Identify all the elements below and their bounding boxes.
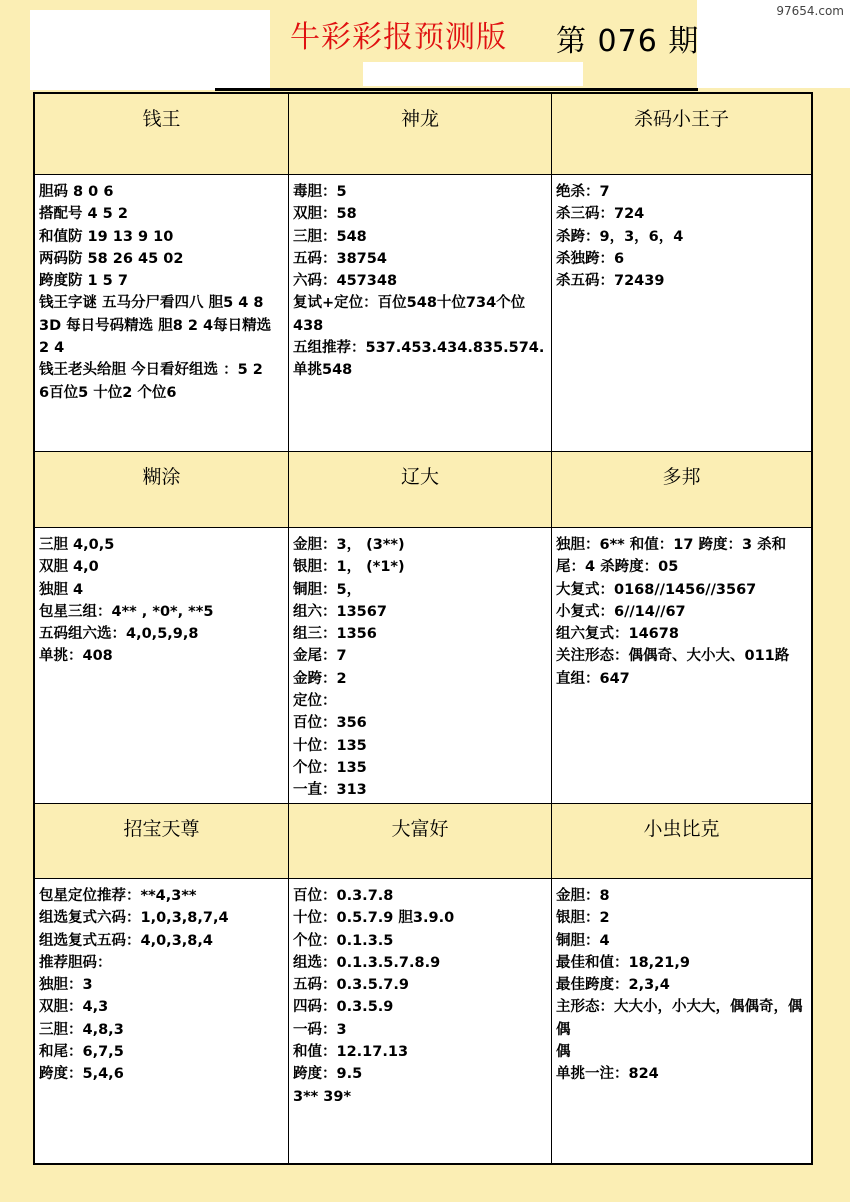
prediction-line: 杀独跨：6 (556, 250, 625, 267)
prediction-line: 三胆 4,0,5 (39, 537, 115, 553)
section-header-5: 多邦 (552, 452, 811, 528)
prediction-line: 包星定位推荐：**4,3** (39, 888, 197, 904)
prediction-line: 独胆：3 (39, 977, 93, 994)
prediction-line: 两码防 58 26 45 02 (39, 250, 184, 267)
prediction-line: 和值防 19 13 9 10 (39, 228, 174, 245)
prediction-line: 3D 每日号码精选 胆8 2 4每日精选 (39, 317, 272, 334)
prediction-line: 推荐胆码： (39, 954, 112, 971)
prediction-line: 单挑一注：824 (556, 1066, 659, 1083)
prediction-line: 组选复式六码：1,0,3,8,7,4 (39, 910, 229, 927)
prediction-line: 双胆：4,3 (39, 999, 109, 1016)
prediction-line: 独胆：6** 和值：17 跨度：3 杀和 (556, 537, 787, 553)
section-header-4: 辽大 (289, 452, 552, 528)
prediction-line: 金胆：3， (3**) (293, 537, 405, 553)
prediction-line: 3** 39* (293, 1088, 352, 1105)
prediction-line: 搭配号 4 5 2 (39, 206, 128, 223)
prediction-line: 双胆：58 (293, 206, 357, 223)
prediction-line: 尾：4 杀跨度：05 (556, 559, 679, 576)
section-header-7: 大富好 (289, 804, 552, 879)
prediction-line: 绝杀：7 (556, 184, 610, 200)
site-watermark: 97654.com (776, 4, 844, 18)
prediction-line: 钱王字谜 五马分尸看四八 胆5 4 8 (39, 295, 264, 312)
prediction-line: 独胆 4 (39, 581, 84, 598)
section-body-1 (289, 175, 552, 452)
prediction-line: 四码：0.3.5.9 (293, 999, 394, 1016)
header-divider (215, 88, 698, 91)
section-body-5 (552, 528, 811, 804)
prediction-line: 最佳和值：18,21,9 (556, 954, 690, 971)
prediction-line: 十位：0.5.7.9 胆3.9.0 (293, 910, 455, 927)
prediction-line: 金胆：8 (556, 888, 610, 904)
section-body-4 (289, 528, 552, 804)
section-header-6: 招宝天尊 (35, 804, 289, 879)
prediction-line: 跨度：5,4,6 (39, 1066, 124, 1083)
prediction-line: 十位：135 (293, 737, 367, 754)
prediction-line: 银胆：2 (556, 910, 610, 927)
prediction-line: 五码：38754 (293, 250, 387, 267)
prediction-line: 组六复式：14678 (556, 626, 679, 643)
prediction-line: 六码：457348 (293, 273, 398, 290)
prediction-line: 五码组六选：4,0,5,9,8 (39, 626, 199, 643)
prediction-line: 金尾：7 (293, 648, 347, 665)
prediction-line: 银胆：1， (*1*) (293, 559, 405, 576)
prediction-grid (33, 92, 813, 1165)
prediction-line: 一码：3 (293, 1021, 347, 1038)
prediction-line: 6百位5 十位2 个位6 (39, 384, 177, 401)
issue-number: 第 076 期 (556, 24, 700, 59)
prediction-line: 单挑548 (293, 362, 353, 379)
section-body-8 (552, 879, 811, 1163)
prediction-line: 杀三码：724 (556, 206, 645, 223)
section-header-2: 杀码小王子 (552, 94, 811, 175)
white-patch-center (363, 62, 583, 86)
prediction-line: 定位： (293, 693, 337, 710)
prediction-line: 金跨：2 (293, 670, 347, 687)
prediction-line: 三胆：548 (293, 228, 367, 245)
section-body-7 (289, 879, 552, 1163)
prediction-line: 大复式：0168//1456//3567 (556, 581, 757, 598)
section-header-8: 小虫比克 (552, 804, 811, 879)
prediction-line: 小复式：6//14//67 (556, 603, 686, 620)
prediction-line: 和值：12.17.13 (293, 1044, 409, 1061)
prediction-line: 毒胆：5 (293, 184, 347, 200)
page-title: 牛彩彩报预测版 (290, 20, 507, 55)
section-body-6 (35, 879, 289, 1163)
prediction-line: 包星三组：4** , *0*, **5 (39, 603, 214, 620)
prediction-line: 组选复式五码：4,0,3,8,4 (39, 932, 213, 949)
prediction-line: 五组推荐：537.453.434.835.574. (293, 340, 545, 357)
prediction-line: 组选：0.1.3.5.7.8.9 (293, 954, 441, 971)
prediction-line: 单挑：408 (39, 648, 113, 665)
prediction-line: 跨度：9.5 (293, 1066, 363, 1083)
section-body-2 (552, 175, 811, 452)
prediction-line: 三胆：4,8,3 (39, 1021, 124, 1038)
white-patch-left (30, 10, 270, 90)
prediction-line: 一直：313 (293, 782, 367, 799)
prediction-line: 铜胆：4 (556, 932, 610, 949)
prediction-line: 双胆 4,0 (39, 559, 99, 576)
prediction-line: 五码：0.3.5.7.9 (293, 977, 409, 994)
prediction-line: 组三：1356 (293, 626, 377, 643)
prediction-line: 和尾：6,7,5 (39, 1044, 124, 1061)
prediction-line: 438 (293, 317, 324, 334)
prediction-line: 个位：135 (293, 759, 367, 776)
prediction-line: 杀五码：72439 (556, 273, 665, 290)
prediction-line: 百位：0.3.7.8 (293, 888, 394, 904)
section-body-3 (35, 528, 289, 804)
prediction-line: 个位：0.1.3.5 (293, 932, 394, 949)
section-header-3: 糊涂 (35, 452, 289, 528)
prediction-line: 复试+定位：百位548十位734个位 (293, 295, 526, 312)
section-header-0: 钱王 (35, 94, 289, 175)
section-body-0 (35, 175, 289, 452)
prediction-line: 最佳跨度：2,3,4 (556, 977, 670, 994)
prediction-line: 关注形态：偶偶奇、大小大、011路 (556, 648, 790, 665)
prediction-line: 直组：647 (556, 670, 630, 687)
section-header-1: 神龙 (289, 94, 552, 175)
prediction-line: 2 4 (39, 340, 65, 357)
prediction-line: 杀跨：9，3，6，4 (556, 228, 684, 245)
prediction-line: 胆码 8 0 6 (39, 184, 114, 200)
prediction-line: 钱王老头给胆 今日看好组选 ：5 2 (39, 362, 263, 379)
prediction-line: 主形态：大大小，小大大，偶偶奇，偶偶 (556, 999, 803, 1038)
prediction-line: 组六：13567 (293, 603, 387, 620)
prediction-line: 百位：356 (293, 715, 367, 732)
prediction-line: 跨度防 1 5 7 (39, 273, 128, 290)
prediction-line: 铜胆：5， (293, 581, 362, 598)
prediction-line: 偶 (556, 1044, 571, 1061)
